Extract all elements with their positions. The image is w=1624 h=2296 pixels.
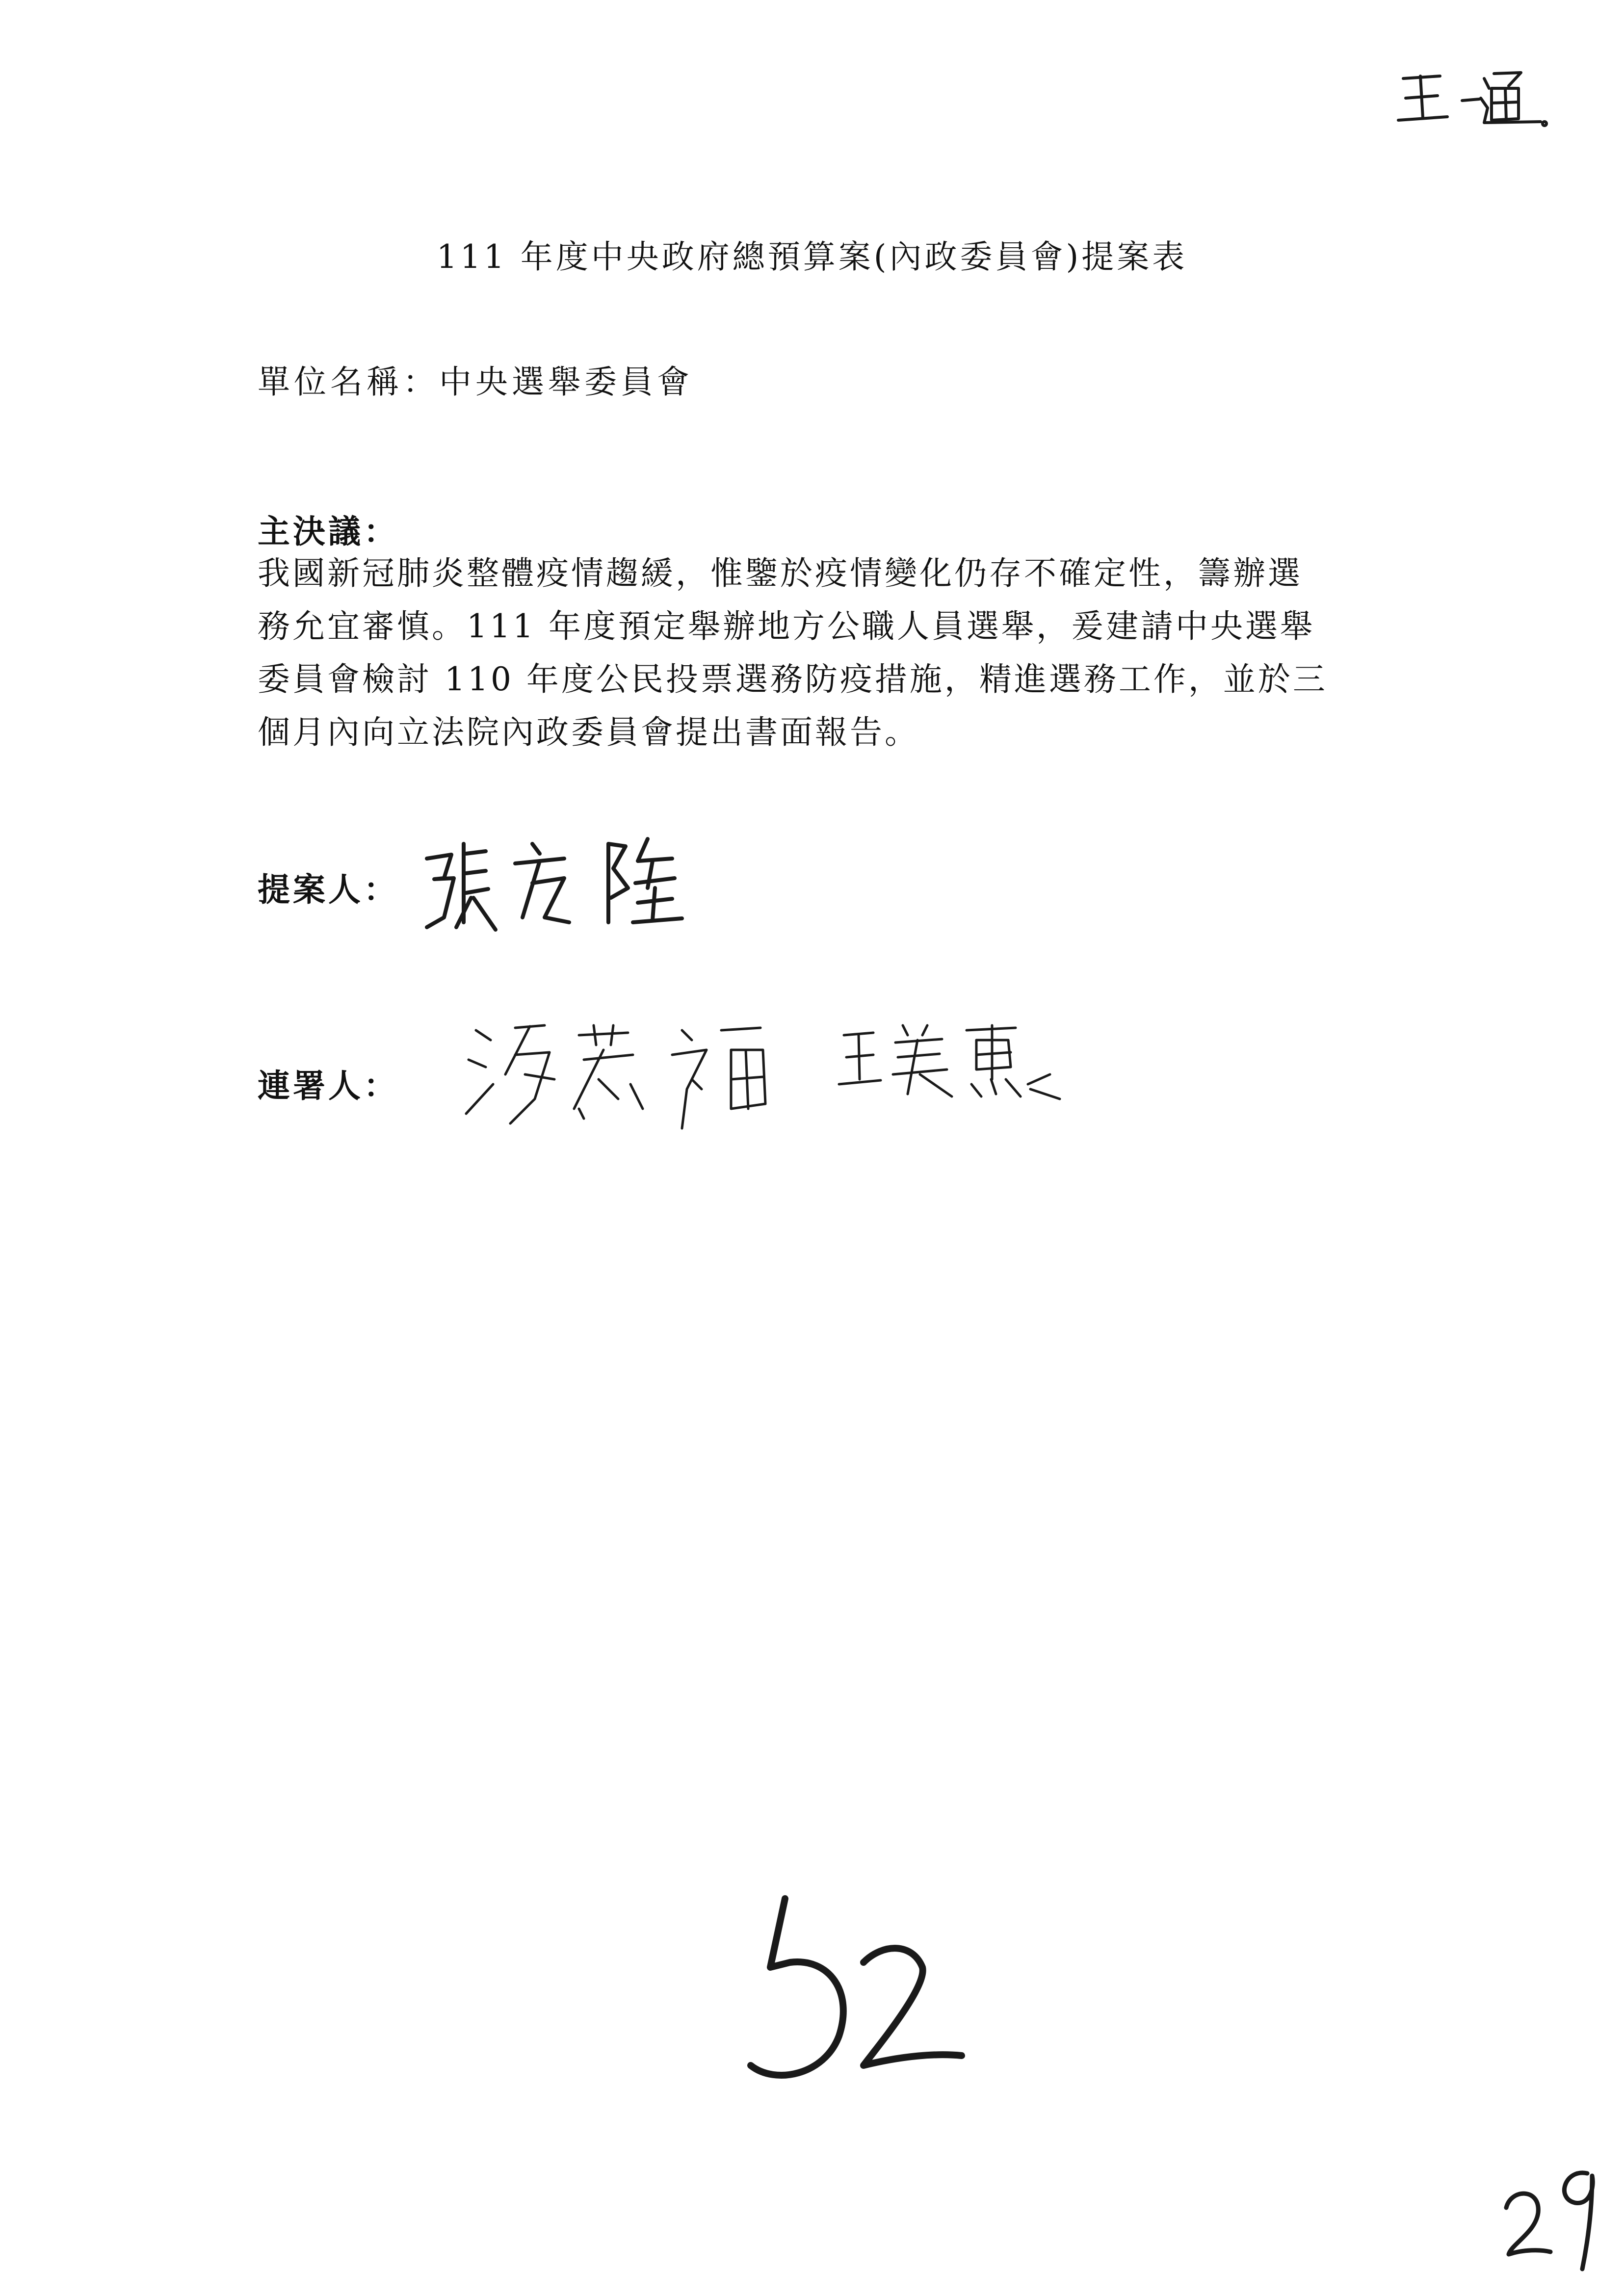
resolution-heading: 主決議：: [258, 513, 399, 550]
resolution-line: 委員會檢討 110 年度公民投票選務防疫措施，精進選務工作，並於三: [258, 660, 1328, 698]
resolution-line: 個月內向立法院內政委員會提出書面報告。: [258, 713, 919, 751]
cosigner-label: 連署人：: [258, 1067, 399, 1105]
cosigner-signature-1: [456, 1011, 810, 1148]
resolution-body: [258, 547, 1425, 759]
unit-name: 單位名稱：中央選舉委員會: [258, 363, 693, 401]
proposer-signature: [417, 824, 692, 937]
proposer-label: 提案人：: [258, 871, 399, 909]
document-title: 111 年度中央政府總預算案(內政委員會)提案表: [436, 238, 1188, 276]
resolution-line: 我國新冠肺炎整體疫情趨緩，惟鑒於疫情變化仍存不確定性，籌辦選: [258, 554, 1303, 592]
resolution-line: 務允宜審慎。111 年度預定舉辦地方公職人員選舉，爰建請中央選舉: [258, 607, 1315, 645]
handwritten-number: [716, 1889, 971, 2100]
corner-handwritten-note: [1393, 59, 1550, 132]
cosigner-signature-2: [834, 1016, 1070, 1104]
page-number: [1501, 2154, 1609, 2276]
